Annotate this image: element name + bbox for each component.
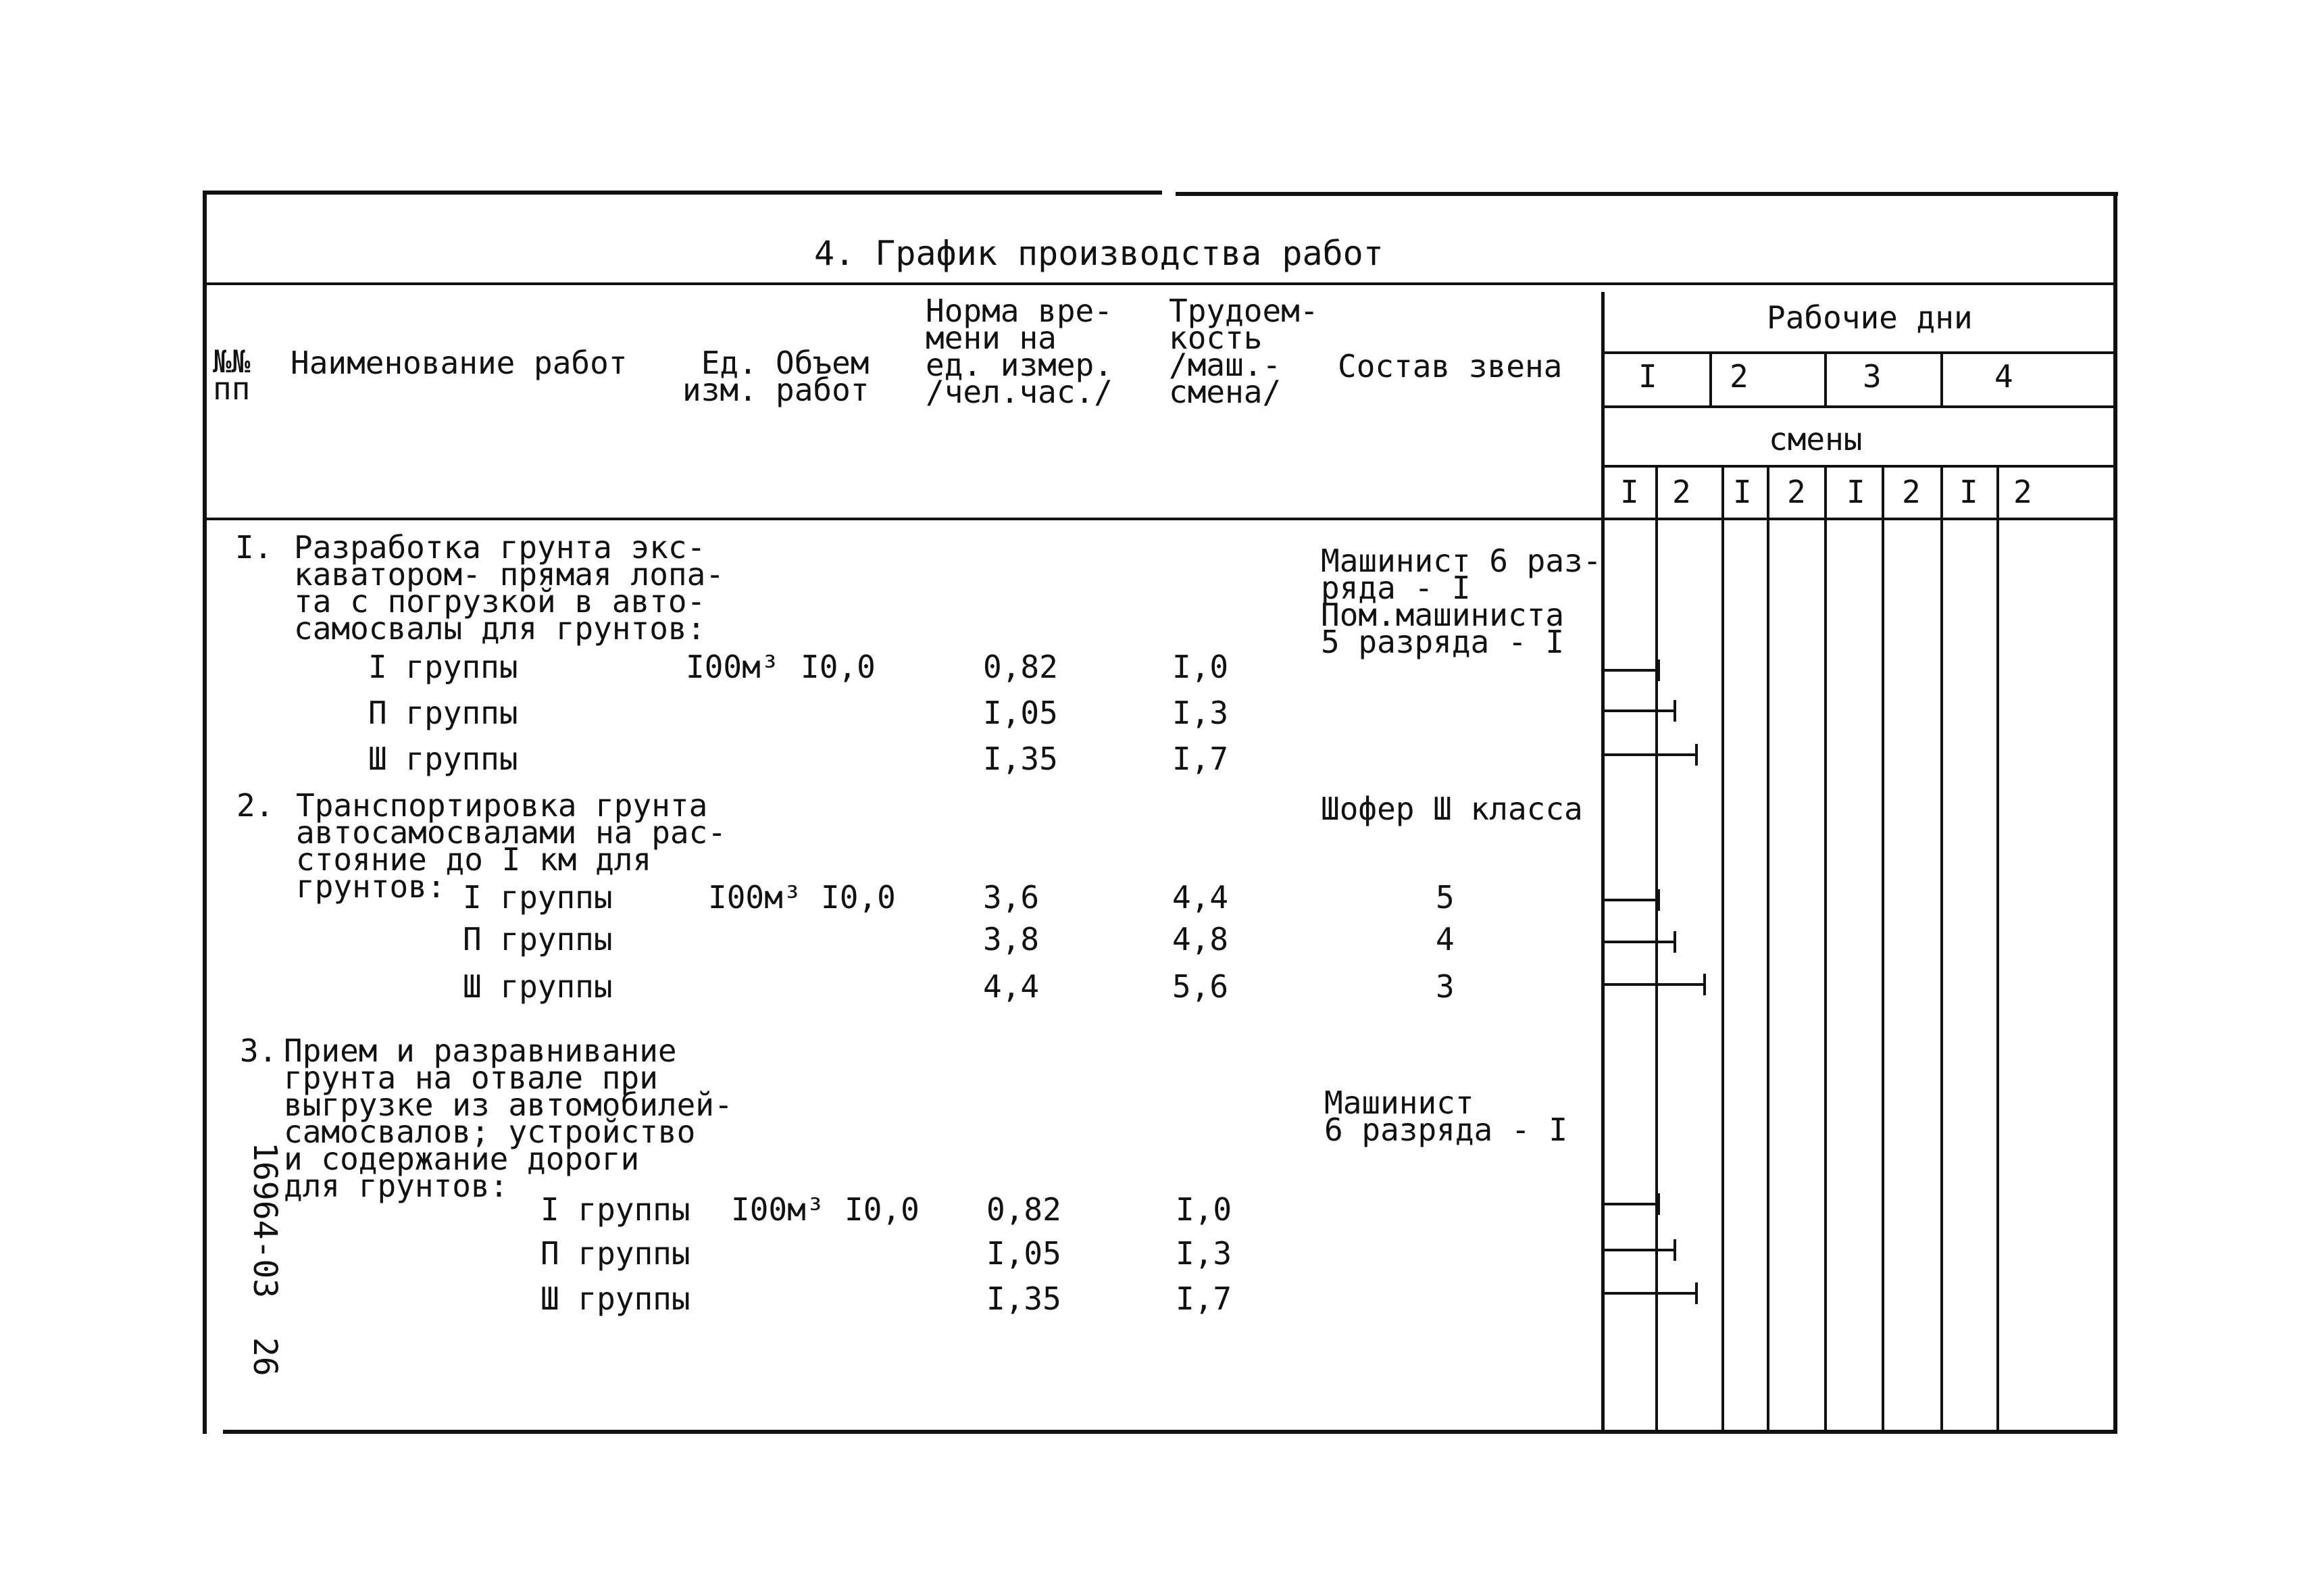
- gantt-bar: [1605, 669, 1659, 672]
- s2-row1-label: I группы: [463, 879, 613, 916]
- gantt-bar: [1605, 1249, 1675, 1251]
- s3-row3-labor: I,7: [1176, 1280, 1232, 1317]
- header-shifts: смены: [1769, 421, 1863, 457]
- s2-row3-norm: 4,4: [983, 968, 1040, 1005]
- s1-row1-label: I группы: [368, 649, 518, 685]
- gantt-bar: [1605, 941, 1675, 943]
- day-divider: [1709, 351, 1712, 408]
- section-2-number: 2.: [236, 787, 274, 824]
- frame-bottom: [223, 1430, 2117, 1434]
- gantt-bar-end-tick: [1657, 889, 1660, 911]
- s3-row2-norm: I,05: [986, 1235, 1061, 1272]
- gantt-bar: [1605, 753, 1696, 756]
- gantt-bar-end-tick: [1657, 659, 1660, 681]
- shift-label: 2: [1902, 474, 1921, 510]
- gantt-bar: [1605, 709, 1675, 712]
- header-crew: Состав звена: [1338, 348, 1563, 384]
- header-num: №№ пп: [213, 343, 251, 407]
- shift-label: 2: [1672, 474, 1691, 510]
- section-2-crew: Шофер Ш класса: [1321, 791, 1583, 827]
- gantt-bar-end-tick: [1674, 931, 1676, 953]
- header-norm: Норма вре- мени на ед. измер. /чел.час./: [926, 293, 1113, 410]
- document-title: 4. График производства работ: [814, 234, 1384, 273]
- day-divider: [1824, 351, 1827, 408]
- header-unit: Ед. изм.: [682, 345, 757, 408]
- shifts-rule: [1601, 465, 2117, 468]
- s2-row1-unit: I00м³: [708, 879, 802, 916]
- s1-row2-label: П группы: [368, 695, 518, 731]
- shift-label: I: [1620, 474, 1639, 510]
- s3-row1-label: I группы: [540, 1191, 690, 1228]
- gantt-bar: [1605, 1292, 1696, 1295]
- s2-row1-norm: 3,6: [983, 879, 1040, 916]
- s1-row2-labor: I,3: [1172, 695, 1229, 731]
- s2-row3-labor: 5,6: [1172, 968, 1229, 1005]
- header-labor: Трудоем- кость /маш.- смена/: [1169, 293, 1319, 410]
- s1-row3-norm: I,35: [983, 741, 1058, 777]
- gantt-bar: [1605, 899, 1659, 901]
- s1-row1-norm: 0,82: [983, 649, 1058, 685]
- shift-label: 2: [2013, 474, 2032, 510]
- header-day-3: 3: [1863, 358, 1882, 395]
- gantt-left-border: [1601, 292, 1605, 1432]
- header-bottom-rule: [203, 518, 2117, 520]
- s2-row3-label: Ш группы: [463, 968, 613, 1005]
- gantt-bar-end-tick: [1674, 1239, 1676, 1261]
- section-2-name: Транспортировка грунта автосамосвалами на рас- стояние до I км для грунтов:: [296, 787, 726, 905]
- s3-row1-labor: I,0: [1176, 1191, 1232, 1228]
- gantt-bar: [1605, 983, 1705, 986]
- shift-label: I: [1733, 474, 1752, 510]
- s1-row1-labor: I,0: [1172, 649, 1229, 685]
- section-1-number: I.: [235, 529, 273, 566]
- frame-top-left: [203, 191, 1162, 195]
- header-name: Наименование работ: [291, 345, 628, 381]
- gantt-bar-end-tick: [1703, 974, 1706, 995]
- s2-row3-crew: 3: [1436, 968, 1455, 1005]
- shift-label: I: [1846, 474, 1865, 510]
- header-day-1: I: [1638, 358, 1657, 395]
- title-rule: [203, 282, 2117, 285]
- s3-row3-label: Ш группы: [540, 1280, 690, 1317]
- s3-row1-unit: I00м³: [731, 1191, 825, 1228]
- gantt-bar-end-tick: [1657, 1193, 1660, 1215]
- gantt-bar-end-tick: [1695, 744, 1698, 766]
- shift-label: 2: [1787, 474, 1806, 510]
- frame-left: [203, 191, 207, 1434]
- shift-divider: [1767, 465, 1769, 1432]
- s2-row2-labor: 4,8: [1172, 921, 1229, 957]
- section-3-number: 3.: [240, 1032, 278, 1069]
- s1-row2-norm: I,05: [983, 695, 1058, 731]
- frame-right: [2113, 192, 2117, 1434]
- shift-divider: [1882, 465, 1884, 1432]
- s2-row2-norm: 3,8: [983, 921, 1040, 957]
- gantt-bar: [1605, 1203, 1659, 1205]
- s1-row3-labor: I,7: [1172, 741, 1229, 777]
- header-day-2: 2: [1730, 358, 1749, 395]
- section-3-crew: Машинист 6 разряда - I: [1324, 1084, 1568, 1148]
- section-1-crew: Машинист 6 раз- ряда - I Пом.машиниста 5 разряда - I: [1321, 543, 1602, 660]
- shift-divider: [1940, 465, 1943, 1432]
- s3-row2-label: П группы: [540, 1235, 690, 1272]
- shift-divider: [1996, 465, 1999, 1432]
- section-1-name: Разработка грунта экс- каватором- прямая лопа- та с погрузкой в авто- самосвалы для грунтов:: [294, 529, 724, 647]
- day-divider: [1940, 351, 1943, 408]
- shift-label: I: [1959, 474, 1978, 510]
- workdays-rule: [1601, 351, 2117, 354]
- header-volume: Объем работ: [776, 345, 870, 408]
- s2-row1-labor: 4,4: [1172, 879, 1229, 916]
- s2-row2-crew: 4: [1436, 921, 1455, 957]
- shift-divider: [1721, 465, 1724, 1432]
- s1-row1-volume: I0,0: [801, 649, 876, 685]
- s3-row2-labor: I,3: [1176, 1235, 1232, 1272]
- s2-row1-volume: I0,0: [821, 879, 896, 916]
- days-rule: [1601, 405, 2117, 408]
- s1-row3-label: Ш группы: [368, 741, 518, 777]
- frame-top-right: [1176, 192, 2118, 196]
- header-day-4: 4: [1994, 358, 2013, 395]
- side-stamp: 16964-03 26: [246, 1142, 284, 1376]
- s2-row2-label: П группы: [463, 921, 613, 957]
- header-work-days: Рабочие дни: [1767, 299, 1973, 336]
- s3-row1-volume: I0,0: [845, 1191, 920, 1228]
- section-3-name: Прием и разравнивание грунта на отвале при выгрузке из автомобилей- самосвалов; устройство и содержание дороги для грунтов:: [284, 1032, 733, 1204]
- gantt-bar-end-tick: [1674, 700, 1676, 722]
- shift-divider: [1655, 465, 1658, 1432]
- s1-row1-unit: I00м³: [686, 649, 780, 685]
- gantt-bar-end-tick: [1695, 1282, 1698, 1304]
- s3-row3-norm: I,35: [986, 1280, 1061, 1317]
- s2-row1-crew: 5: [1436, 879, 1455, 916]
- s3-row1-norm: 0,82: [986, 1191, 1061, 1228]
- shift-divider: [1824, 465, 1827, 1432]
